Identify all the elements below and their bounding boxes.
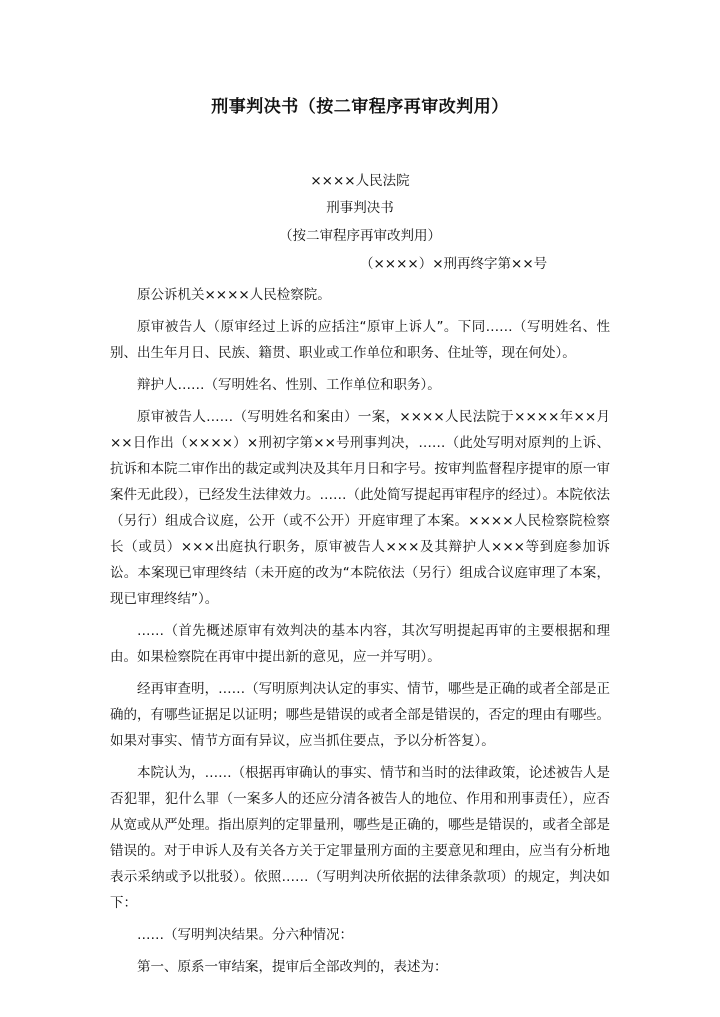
paragraph-original-judgment: ……（首先概述原审有效判决的基本内容，其次写明提起再审的主要根据和理由。如果检察院在再审中提出新的意见，应一并写明）。 (110, 623, 610, 665)
paragraph-judgment-result: ……（写明判决结果。分六种情况： (137, 927, 353, 943)
court-name: ××××人民法院 (310, 173, 410, 189)
paragraph-case-one: 第一、原系一审结案，提审后全部改判的，表述为： (137, 959, 448, 975)
usage-note: （按二审程序再审改判用） (279, 228, 441, 244)
paragraph-court-opinion: 本院认为，……（根据再审确认的事实、情节和当时的法律政策，论述被告人是否犯罪，犯什么罪（一案多人的还应分清各被告人的地位、作用和刑事责任），应否从宽或从严处理。指出原判的定罪量刑，哪些是正确的，哪些是错误的，或者全部是错误的。对于申诉人及有关各方关于定罪量刑方面的主要意见和理由，应当有分析地表示采纳或予以批驳）。依照……（写明判决所依据的法律条款项）的规定，判决如下： (110, 765, 610, 911)
paragraph-defender: 辩护人……（写明姓名、性别、工作单位和职务）。 (137, 377, 441, 393)
paragraph-case-history: 原审被告人……（写明姓名和案由）一案，××××人民法院于××××年××月××日作出（××××）×刑初字第××号刑事判决，……（此处写明对原判的上诉、抗诉和本院二审作出的裁定或判决及其年月日和字号。按审判监督程序提审的原一审案件无此段），已经发生法律效力。……（此处简写提起再审程序的经过）。本院依法（另行）组成合议庭，公开（或不公开）开庭审理了本案。××××人民检察院检察长（或员）×××出庭执行职务，原审被告人×××及其辩护人×××等到庭参加诉讼。本案现已审理终结（未开庭的改为“本院依法（另行）组成合议庭审理了本案，现已审理终结”）。 (110, 409, 610, 607)
document-type: 刑事判决书 (326, 200, 394, 216)
document-body (110, 282, 610, 986)
paragraph-prosecutor: 原公诉机关××××人民检察院。 (137, 287, 331, 303)
document-title: 刑事判决书（按二审程序再审改判用） (211, 97, 509, 117)
paragraph-defendant: 原审被告人（原审经过上诉的应括注“原审上诉人”。下同……（写明姓名、性别、出生年月日、民族、籍贯、职业或工作单位和职务、住址等，现在何处）。 (110, 319, 610, 361)
case-number: （××××）×刑再终字第××号 (360, 256, 548, 272)
paragraph-retrial-findings: 经再审查明，……（写明原判决认定的事实、情节，哪些是正确的或者全部是正确的，有哪些证据足以证明；哪些是错误的或者全部是错误的，否定的理由有哪些。如果对事实、情节方面有异议，应当抓住要点，予以分析答复）。 (110, 681, 610, 749)
